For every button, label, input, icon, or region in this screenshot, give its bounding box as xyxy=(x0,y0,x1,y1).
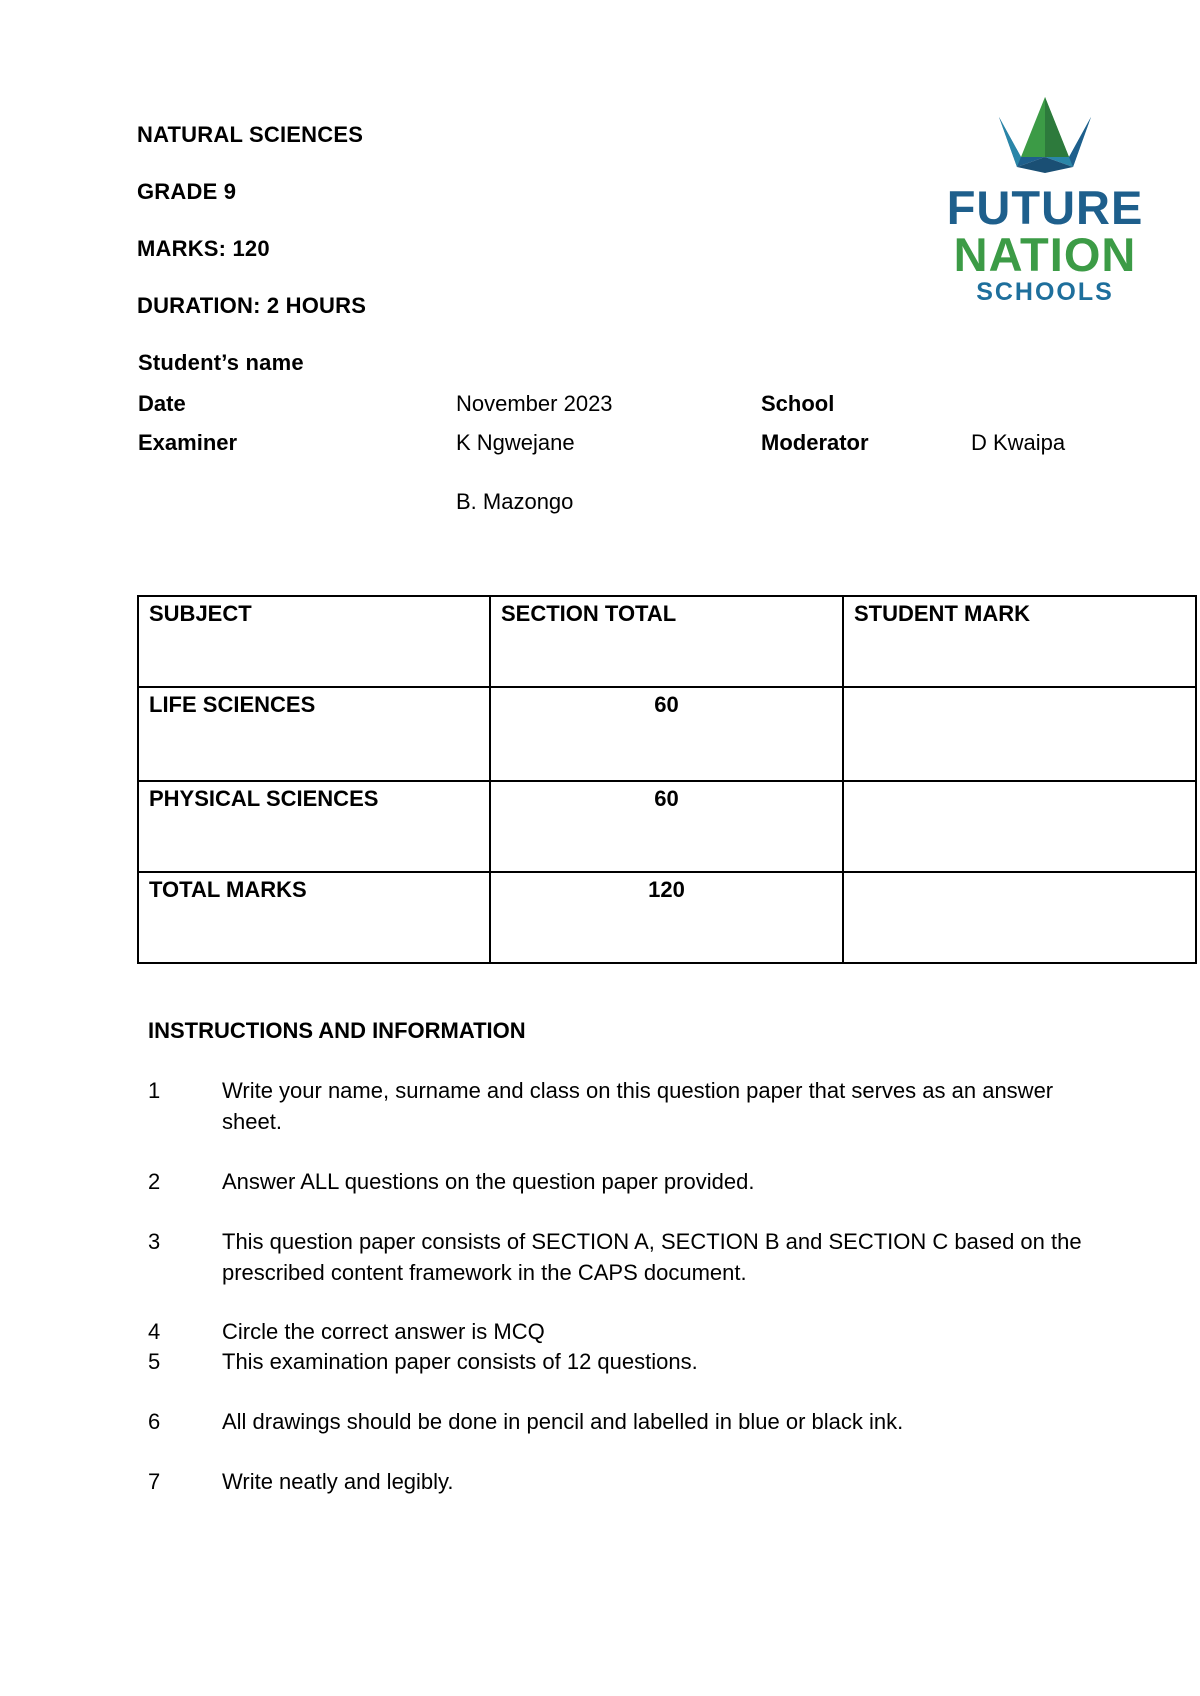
date-value: November 2023 xyxy=(456,391,613,416)
instruction-number: 2 xyxy=(148,1169,161,1194)
date-label: Date xyxy=(138,391,186,416)
instruction-text: This question paper consists of SECTION A, SECTION B and SECTION C based on the prescribed content framework in the CAPS document. xyxy=(222,1229,1082,1285)
table-row xyxy=(138,781,1196,872)
cell-section-total: 60 xyxy=(490,687,843,781)
examiner-name-1: K Ngwejane xyxy=(456,430,575,455)
instruction-text: Write neatly and legibly. xyxy=(222,1469,454,1494)
instruction-text: Answer ALL questions on the question paper provided. xyxy=(222,1169,755,1194)
subject-title: NATURAL SCIENCES xyxy=(137,122,364,147)
moderator-value: D Kwaipa xyxy=(971,430,1066,455)
cell-section-total: 60 xyxy=(490,781,843,872)
cell-subject: PHYSICAL SCIENCES xyxy=(138,781,490,872)
moderator-label: Moderator xyxy=(761,430,869,455)
marks-label: MARKS: 120 xyxy=(137,236,270,261)
header-subject: SUBJECT xyxy=(138,596,490,687)
instruction-text: Circle the correct answer is MCQ xyxy=(222,1319,545,1344)
instruction-number: 5 xyxy=(148,1349,161,1374)
school-label: School xyxy=(761,391,835,416)
student-name-label: Student’s name xyxy=(138,350,304,375)
cell-subject: TOTAL MARKS xyxy=(138,872,490,963)
instructions-title: INSTRUCTIONS AND INFORMATION xyxy=(148,1018,526,1043)
header-section-total: SECTION TOTAL xyxy=(490,596,843,687)
instruction-number: 7 xyxy=(148,1469,161,1494)
header-student-mark: STUDENT MARK xyxy=(843,596,1196,687)
cell-student-mark[interactable] xyxy=(843,781,1196,872)
table-header-row xyxy=(138,596,1196,687)
instruction-text: This examination paper consists of 12 questions. xyxy=(222,1349,698,1374)
duration-label: DURATION: 2 HOURS xyxy=(137,293,367,318)
logo-text-future: FUTURE xyxy=(946,181,1144,234)
instruction-number: 3 xyxy=(148,1229,161,1254)
logo-text-schools: SCHOOLS xyxy=(976,278,1114,306)
instruction-number: 4 xyxy=(148,1319,161,1344)
cell-subject: LIFE SCIENCES xyxy=(138,687,490,781)
instruction-text: All drawings should be done in pencil and labelled in blue or black ink. xyxy=(222,1409,904,1434)
future-nation-schools-logo xyxy=(925,95,1165,305)
crown-icon xyxy=(925,95,1165,175)
table-row xyxy=(138,687,1196,781)
instruction-text: Write your name, surname and class on this question paper that serves as an answer sheet. xyxy=(222,1078,1054,1134)
examiner-name-2: B. Mazongo xyxy=(456,489,574,514)
cell-student-mark[interactable] xyxy=(843,872,1196,963)
table-row xyxy=(138,872,1196,963)
cell-student-mark[interactable] xyxy=(843,687,1196,781)
grade-label: GRADE 9 xyxy=(137,179,237,204)
instruction-number: 1 xyxy=(148,1078,161,1103)
cell-section-total: 120 xyxy=(490,872,843,963)
instruction-number: 6 xyxy=(148,1409,161,1434)
examiner-label: Examiner xyxy=(138,430,238,455)
logo-text-nation: NATION xyxy=(953,228,1137,281)
marks-table xyxy=(137,595,1197,964)
